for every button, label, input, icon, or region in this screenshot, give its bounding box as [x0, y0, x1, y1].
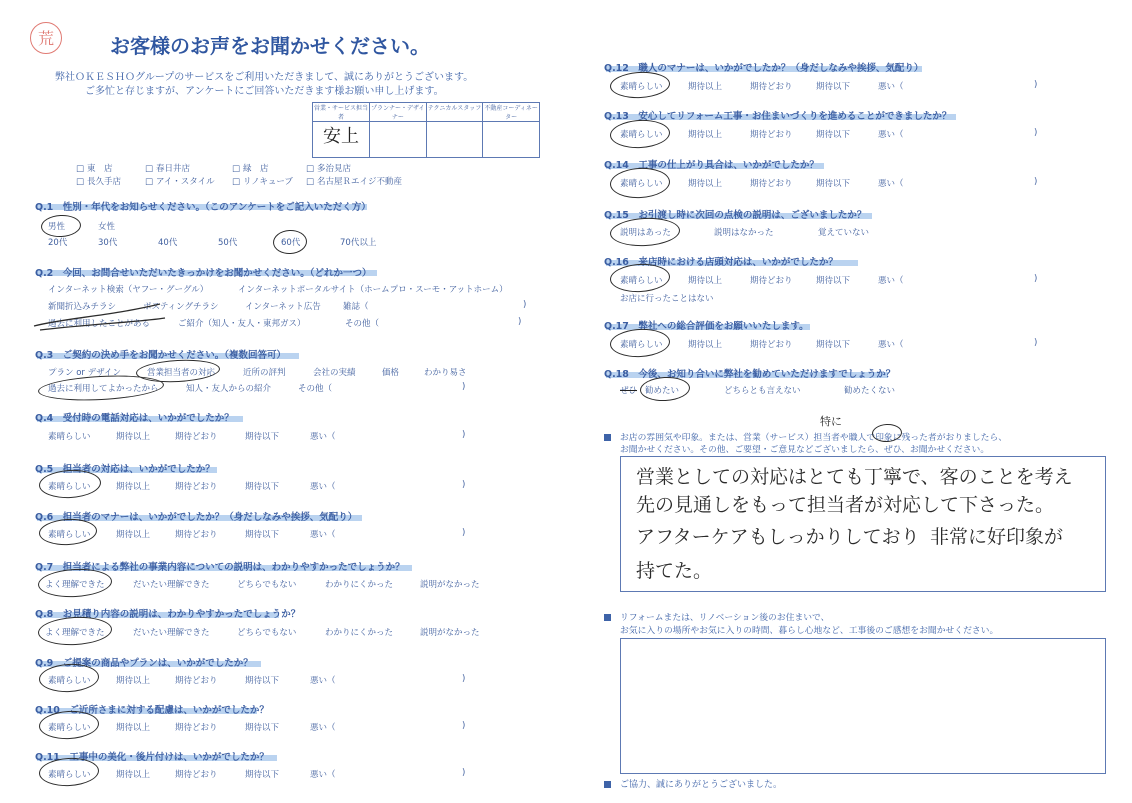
intro-line-1: 弊社ＯＫＥＳＨＯグループのサービスをご利用いただきまして、誠にありがとうございます。	[55, 72, 474, 83]
answer-option[interactable]: 期待どおり	[175, 482, 218, 492]
answer-option[interactable]: )	[1034, 80, 1038, 90]
answer-option[interactable]: 女性	[98, 222, 116, 232]
answer-option[interactable]: 期待どおり	[175, 676, 218, 686]
store-option[interactable]: □ 東 店	[76, 162, 113, 174]
answer-option[interactable]: 期待以上	[116, 432, 151, 442]
question-q13: Q.13 安心してリフォーム工事・お住まいづくりを進めることができましたか？	[604, 111, 952, 122]
answer-option[interactable]: 期待以下	[245, 530, 280, 540]
answer-option[interactable]: 期待以上	[688, 340, 723, 350]
answer-option[interactable]: その他（	[298, 384, 333, 394]
answer-option[interactable]: 素晴らしい	[620, 179, 663, 189]
handwritten-line: 先の見通しをもって担当者が対応して下さった。	[636, 494, 1055, 516]
answer-option[interactable]: 新聞折込みチラシ	[48, 302, 117, 312]
store-option[interactable]: □ リノキューブ	[232, 175, 293, 187]
comment1-prompt-2: お聞かせください。その他、ご要望・ご意見などございましたら、ぜひ、お聞かせください。	[620, 445, 990, 455]
question-q6: Q.6 担当者のマナーは、いかがでしたか？（身だしなみや挨拶、気配り）	[35, 512, 358, 523]
answer-option[interactable]: 悪い（	[878, 340, 904, 350]
answer-option[interactable]: )	[523, 300, 527, 310]
answer-option[interactable]: 悪い（	[310, 723, 336, 733]
answer-option[interactable]: 知人・友人からの紹介	[186, 384, 272, 394]
answer-option[interactable]: 悪い（	[310, 482, 336, 492]
answer-option[interactable]: )	[462, 721, 466, 731]
answer-option[interactable]: その他（	[345, 319, 380, 329]
answer-option[interactable]: 期待以下	[816, 276, 851, 286]
question-q8: Q.8 お見積り内容の説明は、わかりやすかったでしょうか？	[35, 609, 301, 620]
staff-table	[312, 102, 540, 158]
answer-option[interactable]: 素晴らしい	[620, 276, 663, 286]
staff-header-sales: 営業・サービス担当者	[313, 103, 370, 122]
staff-value-sales[interactable]: 安上	[313, 122, 370, 158]
answer-option[interactable]: 期待以上	[116, 676, 151, 686]
answer-option[interactable]: 説明はあった	[620, 228, 671, 238]
answer-option[interactable]: 素晴らしい	[48, 676, 91, 686]
answer-option[interactable]: だいたい理解できた	[133, 580, 210, 590]
answer-option[interactable]: 近所の評判	[243, 368, 286, 378]
answer-circle	[609, 327, 670, 358]
answer-option[interactable]: 価格	[382, 368, 400, 378]
answer-option[interactable]: 期待以下	[816, 130, 851, 140]
answer-option[interactable]: 悪い（	[878, 82, 904, 92]
answer-option[interactable]: 期待以上	[116, 770, 151, 780]
answer-option[interactable]: )	[462, 528, 466, 538]
answer-option[interactable]: 悪い（	[878, 179, 904, 189]
answer-option[interactable]: わかりにくかった	[325, 580, 394, 590]
staff-header-technical: テクニカルスタッフ	[426, 103, 483, 122]
answer-option[interactable]: インターネットポータルサイト（ホームプロ・スーモ・アットホーム）	[238, 285, 508, 295]
answer-option[interactable]: 期待以下	[816, 82, 851, 92]
answer-option[interactable]: よく理解できた	[45, 628, 105, 638]
answer-circle	[272, 229, 307, 255]
answer-option[interactable]: 70代以上	[340, 238, 377, 248]
answer-option[interactable]: 40代	[158, 238, 178, 248]
answer-option[interactable]: )	[518, 317, 522, 327]
answer-option[interactable]: 説明がなかった	[420, 580, 480, 590]
answer-option[interactable]: 営業担当者の対応	[147, 368, 216, 378]
answer-circle	[609, 166, 670, 199]
answer-option[interactable]: 期待どおり	[750, 179, 793, 189]
answer-option[interactable]: 素晴らしい	[620, 340, 663, 350]
answer-option[interactable]: )	[1034, 177, 1038, 187]
comment1-bullet	[604, 434, 611, 441]
question-q16: Q.16 来店時における店頭対応は、いかがでしたか？	[604, 257, 838, 268]
answer-option[interactable]: 会社の実績	[313, 368, 356, 378]
answer-option[interactable]: 素晴らしい	[620, 82, 663, 92]
handwritten-line: 非常に好印象が	[930, 526, 1064, 548]
survey-title: お客様のお声をお聞かせください。	[110, 34, 430, 58]
answer-option[interactable]: どちらでもない	[237, 628, 297, 638]
answer-option[interactable]: 期待以上	[688, 82, 723, 92]
answer-option[interactable]: )	[462, 480, 466, 490]
comment2-bullet	[604, 614, 611, 621]
answer-option[interactable]: 期待以上	[116, 530, 151, 540]
question-q4: Q.4 受付時の電話対応は、いかがでしたか？	[35, 413, 234, 424]
answer-option[interactable]: 期待以下	[245, 723, 280, 733]
answer-option[interactable]: 説明はなかった	[714, 228, 774, 238]
answer-option[interactable]: )	[1034, 274, 1038, 284]
answer-option[interactable]: 期待どおり	[750, 276, 793, 286]
answer-option[interactable]: 過去に利用してよかったから	[48, 384, 159, 394]
answer-option[interactable]: 期待どおり	[175, 432, 218, 442]
store-option[interactable]: □ 春日井店	[145, 162, 190, 174]
answer-option[interactable]: インターネット広告	[245, 302, 321, 312]
store-option[interactable]: □ 緑 店	[232, 162, 269, 174]
question-q9: Q.9 ご提案の商品やプランは、いかがでしたか？	[35, 658, 253, 669]
answer-option[interactable]: 説明がなかった	[420, 628, 480, 638]
answer-option[interactable]: 期待以下	[245, 770, 280, 780]
answer-option[interactable]: 期待以下	[245, 676, 280, 686]
answer-option[interactable]: インターネット検索（ヤフー・グーグル）	[48, 285, 209, 295]
question-q14: Q.14 工事の仕上がり具合は、いかがでしたか？	[604, 160, 819, 171]
answer-option[interactable]: ご紹介（知人・友人・東邦ガス）	[178, 319, 306, 329]
staff-value-realestate[interactable]	[483, 122, 540, 158]
question-q5: Q.5 担当者の対応は、いかがでしたか？	[35, 464, 215, 475]
answer-circle	[40, 214, 81, 238]
answer-option[interactable]: 素晴らしい	[48, 530, 91, 540]
answer-option[interactable]: 期待以下	[816, 340, 851, 350]
answer-option[interactable]: ぜひ	[620, 386, 638, 396]
staff-header-realestate: 不動産コーディネーター	[483, 103, 540, 122]
handwritten-annotation: 特に	[820, 415, 842, 428]
question-q15: Q.15 お引渡し時に次回の点検の説明は、ございましたか？	[604, 210, 867, 221]
answer-circle	[609, 70, 670, 99]
answer-option[interactable]: どちらとも言えない	[724, 386, 801, 396]
footer-bullet	[604, 781, 611, 788]
answer-option[interactable]: 期待以上	[116, 482, 151, 492]
handwritten-line: 持てた。	[636, 560, 713, 582]
answer-option[interactable]: 期待どおり	[750, 130, 793, 140]
answer-option[interactable]: )	[462, 768, 466, 778]
answer-option[interactable]: 雑誌（	[343, 302, 369, 312]
answer-option[interactable]: お店に行ったことはない	[620, 294, 714, 304]
answer-option[interactable]: )	[1034, 128, 1038, 138]
answer-option[interactable]: ポスティングチラシ	[143, 302, 219, 312]
answer-option[interactable]: 素晴らしい	[48, 432, 91, 442]
answer-option[interactable]: )	[1034, 338, 1038, 348]
answer-option[interactable]: 期待以上	[688, 276, 723, 286]
answer-option[interactable]: だいたい理解できた	[133, 628, 210, 638]
answer-option[interactable]: 期待どおり	[175, 723, 218, 733]
comment2-prompt-2: お気に入りの場所やお気に入りの時間、暮らし心地など、工事後のご感想をお聞かせください。	[620, 626, 999, 636]
answer-option[interactable]: 覚えていない	[818, 228, 870, 238]
answer-option[interactable]: )	[462, 430, 466, 440]
answer-option[interactable]: 期待どおり	[750, 82, 793, 92]
intro-line-2: ご多忙と存じますが、アンケートにご回答いただきます様お願い申し上げます。	[85, 86, 444, 97]
answer-option[interactable]: 期待どおり	[175, 770, 218, 780]
handwritten-line: 営業としての対応はとても丁寧で、客のことを考え	[636, 466, 1073, 488]
answer-option[interactable]: )	[462, 674, 466, 684]
answer-option[interactable]: よく理解できた	[45, 580, 105, 590]
staff-value-planner[interactable]	[369, 122, 426, 158]
answer-option[interactable]: 悪い（	[310, 530, 336, 540]
answer-option[interactable]: わかりにくかった	[325, 628, 394, 638]
answer-option[interactable]: 悪い（	[310, 770, 336, 780]
question-q7: Q.7 担当者による弊社の事業内容についての説明は、わかりやすかったでしょうか？	[35, 562, 405, 573]
comment2-prompt-1: リフォームまたは、リノベーション後のお住まいで、	[620, 613, 830, 623]
answer-option[interactable]: 期待以上	[688, 130, 723, 140]
answer-option[interactable]: 悪い（	[310, 676, 336, 686]
handwritten-line: アフターケアもしっかりしており	[636, 526, 920, 548]
store-option[interactable]: □ 名古屋Ｒエイジ不動産	[306, 175, 402, 187]
answer-option[interactable]: 期待どおり	[750, 340, 793, 350]
answer-option[interactable]: )	[462, 382, 466, 392]
handwritten-strike	[30, 296, 170, 336]
staff-header-planner: プランナー・デザイナー	[369, 103, 426, 122]
answer-option[interactable]: 勧めたい	[645, 386, 680, 396]
answer-option[interactable]: 悪い（	[878, 276, 904, 286]
answer-option[interactable]: 30代	[98, 238, 118, 248]
answer-option[interactable]: 50代	[218, 238, 238, 248]
answer-option[interactable]: 素晴らしい	[48, 723, 91, 733]
question-q18: Q.18 今後、お知り合いに弊社を勧めていただけますでしょうか？	[604, 369, 896, 380]
question-q12: Q.12 職人のマナーは、いかがでしたか？（身だしなみや挨拶、気配り）	[604, 63, 924, 74]
question-q3: Q.3 ご契約の決め手をお聞かせください。（複数回答可）	[35, 350, 287, 361]
answer-option[interactable]: 60代	[281, 238, 301, 248]
answer-option[interactable]: 期待以上	[688, 179, 723, 189]
question-q11: Q.11 工事中の美化・後片付けは、いかがでしたか？	[35, 752, 269, 763]
answer-option[interactable]: 悪い（	[878, 130, 904, 140]
comment1-prompt-1: お店の雰囲気や印象。または、営業（サービス）担当者や職人で印象に残った者がおりましたら、	[620, 433, 1008, 443]
answer-option[interactable]: 期待以下	[245, 482, 280, 492]
answer-option[interactable]: 期待どおり	[175, 530, 218, 540]
question-q10: Q.10 ご近所さまに対する配慮は、いかがでしたか？	[35, 705, 269, 716]
staff-value-technical[interactable]	[426, 122, 483, 158]
answer-option[interactable]: 悪い（	[310, 432, 336, 442]
answer-option[interactable]: 男性	[48, 222, 66, 232]
answer-option[interactable]: 勧めたくない	[844, 386, 896, 396]
store-option[interactable]: □ アイ・スタイル	[145, 175, 215, 187]
comment2-answer-box[interactable]	[620, 638, 1106, 774]
question-q17: Q.17 弊社への総合評価をお願いいたします。	[604, 321, 809, 332]
company-stamp-text: 荒	[37, 29, 54, 48]
answer-option[interactable]: 素晴らしい	[620, 130, 663, 140]
question-q1: Q.1 性別・年代をお知らせください。（このアンケートをご記入いただく方）	[35, 202, 371, 213]
answer-option[interactable]: 期待以下	[245, 432, 280, 442]
answer-option[interactable]: 過去に利用したことがある	[48, 319, 151, 329]
answer-option[interactable]: どちらでもない	[237, 580, 297, 590]
answer-option[interactable]: 期待以上	[116, 723, 151, 733]
answer-option[interactable]: 素晴らしい	[48, 770, 91, 780]
answer-option[interactable]: 20代	[48, 238, 68, 248]
store-option[interactable]: □ 多治見店	[306, 162, 351, 174]
answer-circle	[609, 118, 670, 149]
answer-option[interactable]: 期待以下	[816, 179, 851, 189]
footer-thanks: ご協力、誠にありがとうございました。	[620, 780, 783, 790]
answer-option[interactable]: わかり易さ	[424, 368, 467, 378]
answer-option[interactable]: プラン or デザイン	[48, 368, 122, 378]
answer-option[interactable]: 素晴らしい	[48, 482, 91, 492]
question-q2: Q.2 今回、お問合せいただいたきっかけをお聞かせください。（どれか一つ）	[35, 268, 372, 279]
store-option[interactable]: □ 長久手店	[76, 175, 121, 187]
